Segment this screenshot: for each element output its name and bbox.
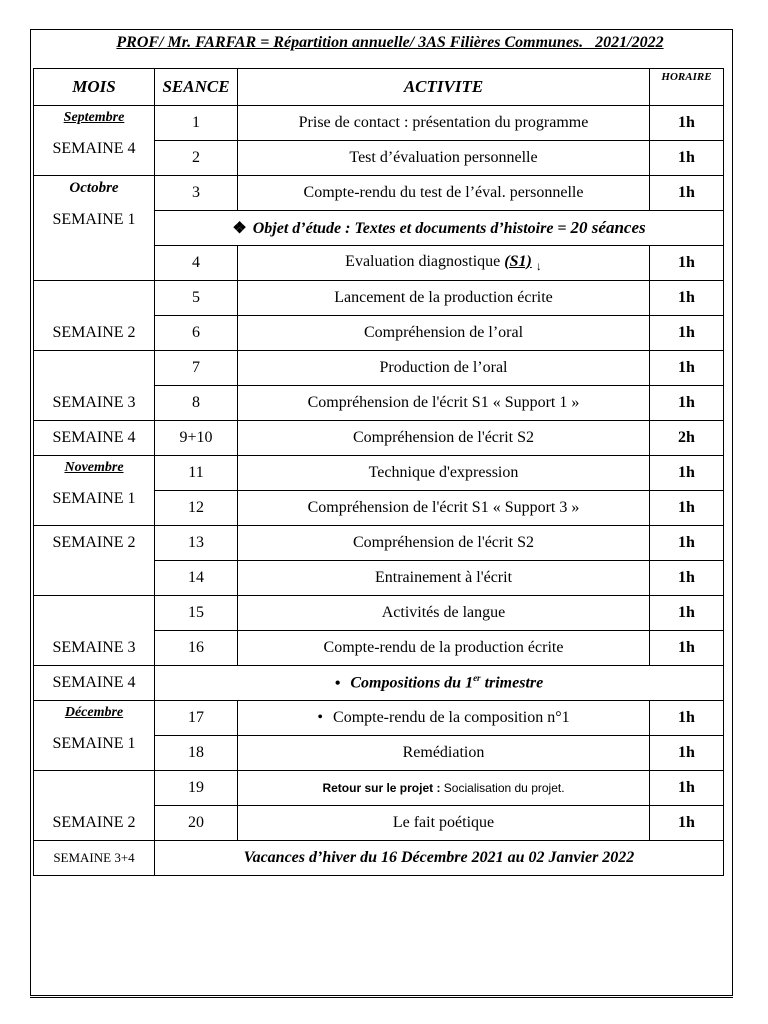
week-label: SEMAINE 3+4 [53,850,135,865]
activite-cell: Compréhension de l'écrit S2 [238,421,650,456]
vacances-row [34,841,724,876]
horaire-cell: 1h [650,106,724,141]
seance-cell: 16 [155,631,238,666]
mois-cell-nov-semaine4: SEMAINE 4 [34,666,155,701]
objet-etude-count: 20 séances [570,218,646,237]
table-header-row [34,69,724,106]
activite-cell [238,771,650,806]
activite-cell: Remédiation [238,736,650,771]
horaire-cell: 1h [650,631,724,666]
mois-cell-novembre [34,456,155,526]
activite-cell: Compte-rendu du test de l’éval. personnelle [238,176,650,211]
document-title: PROF/ Mr. FARFAR = Répartition annuelle/ 3AS Filières Communes. 2021/2022 [116,34,664,51]
mois-cell-semaine34 [34,841,155,876]
table-row [34,176,724,211]
horaire-cell: 1h [650,701,724,736]
table-row [34,596,724,631]
compositions-cell [155,666,724,701]
seance-cell: 5 [155,281,238,316]
activite-cell: Lancement de la production écrite [238,281,650,316]
seance-cell: 18 [155,736,238,771]
activite-cell: Production de l’oral [238,351,650,386]
horaire-cell: 1h [650,491,724,526]
seance-cell: 7 [155,351,238,386]
seance-cell: 15 [155,596,238,631]
arrow-down-icon: ↓ [535,258,542,273]
week-label: SEMAINE 1 [52,490,136,507]
horaire-cell: 1h [650,351,724,386]
month-octobre: Octobre [69,180,119,196]
activite-cell: Compréhension de l'écrit S2 [238,526,650,561]
horaire-cell: 2h [650,421,724,456]
column-header-mois: MOIS [34,69,155,106]
seance-cell: 19 [155,771,238,806]
month-septembre: Septembre [63,110,125,125]
column-header-activite: ACTIVITE [238,69,650,106]
objet-etude-cell [155,211,724,246]
seance-cell: 20 [155,806,238,841]
horaire-cell: 1h [650,596,724,631]
table-row [34,421,724,456]
table-row [34,106,724,141]
horaire-cell: 1h [650,771,724,806]
column-header-seance: SEANCE [155,69,238,106]
activite-cell: Activités de langue [238,596,650,631]
activite-cell [238,701,650,736]
week-label: SEMAINE 3 [52,394,136,411]
horaire-cell: 1h [650,456,724,491]
activite-cell: Entrainement à l'écrit [238,561,650,596]
seance-cell: 2 [155,141,238,176]
mois-cell-semaine2 [34,281,155,351]
activite-cell: Compte-rendu de la production écrite [238,631,650,666]
week-label: SEMAINE 1 [52,735,136,752]
month-decembre: Décembre [64,705,124,720]
compositions-text: Compositions du 1 [350,674,474,692]
week-label: SEMAINE 3 [52,639,136,656]
seance-cell: 13 [155,526,238,561]
activite-cell: Test d’évaluation personnelle [238,141,650,176]
compositions-sup: er [473,673,481,684]
horaire-cell: 1h [650,526,724,561]
mois-cell-septembre [34,106,155,176]
bullet-icon: • [317,709,324,726]
mois-cell-decembre [34,701,155,771]
activite-cell: Compréhension de l'écrit S1 « Support 1 » [238,386,650,421]
table-row [34,456,724,491]
horaire-cell: 1h [650,141,724,176]
activite-cell: Compréhension de l'écrit S1 « Support 3 » [238,491,650,526]
activite-cell: Le fait poétique [238,806,650,841]
week-label: SEMAINE 2 [52,814,136,831]
page-bottom-line [30,997,733,998]
planning-table [33,68,724,876]
week-label: SEMAINE 2 [52,324,136,341]
seance-cell: 4 [155,246,238,281]
mois-cell-semaine3 [34,351,155,421]
horaire-cell: 1h [650,736,724,771]
horaire-cell: 1h [650,806,724,841]
retour-text: Socialisation du projet. [440,781,565,795]
horaire-cell: 1h [650,316,724,351]
horaire-cell: 1h [650,246,724,281]
mois-cell-semaine4: SEMAINE 4 [34,421,155,456]
table-row [34,771,724,806]
horaire-cell: 1h [650,281,724,316]
diamond-bullet-icon: ❖ [232,220,247,237]
activite-cell [238,246,650,281]
week-label: SEMAINE 2 [52,534,136,551]
seance-cell: 6 [155,316,238,351]
seance-cell: 8 [155,386,238,421]
table-row [34,526,724,561]
seance-cell: 11 [155,456,238,491]
activite-cell: Technique d'expression [238,456,650,491]
mois-cell-octobre [34,176,155,281]
seance-cell: 1 [155,106,238,141]
month-novembre: Novembre [64,460,124,475]
compositions-row [34,666,724,701]
seance-cell: 12 [155,491,238,526]
activite-s1-label: (S1) [504,252,532,270]
activite-cell: Compréhension de l’oral [238,316,650,351]
compositions-text-end: trimestre [480,674,544,692]
seance-cell: 9+10 [155,421,238,456]
table-row [34,351,724,386]
horaire-cell: 1h [650,176,724,211]
bullet-icon: • [334,674,341,692]
mois-cell-nov-semaine3 [34,596,155,666]
objet-etude-text: Objet d’étude : Textes et documents d’histoire = [252,220,571,237]
vacances-cell: Vacances d’hiver du 16 Décembre 2021 au 02 Janvier 2022 [155,841,724,876]
seance-cell: 17 [155,701,238,736]
column-header-horaire: HORAIRE [650,69,724,106]
seance-cell: 3 [155,176,238,211]
seance-cell: 14 [155,561,238,596]
activite-cell: Prise de contact : présentation du programme [238,106,650,141]
activite-text: Compte-rendu de la composition n°1 [333,709,570,726]
activite-text: Evaluation diagnostique [345,252,505,270]
horaire-cell: 1h [650,386,724,421]
mois-cell-dec-semaine2 [34,771,155,841]
table-row [34,701,724,736]
horaire-cell: 1h [650,561,724,596]
table-row [34,281,724,316]
week-label: SEMAINE 4 [52,140,136,157]
week-label: SEMAINE 1 [52,211,136,228]
mois-cell-nov-semaine2 [34,526,155,596]
retour-label: Retour sur le projet : [322,781,441,795]
